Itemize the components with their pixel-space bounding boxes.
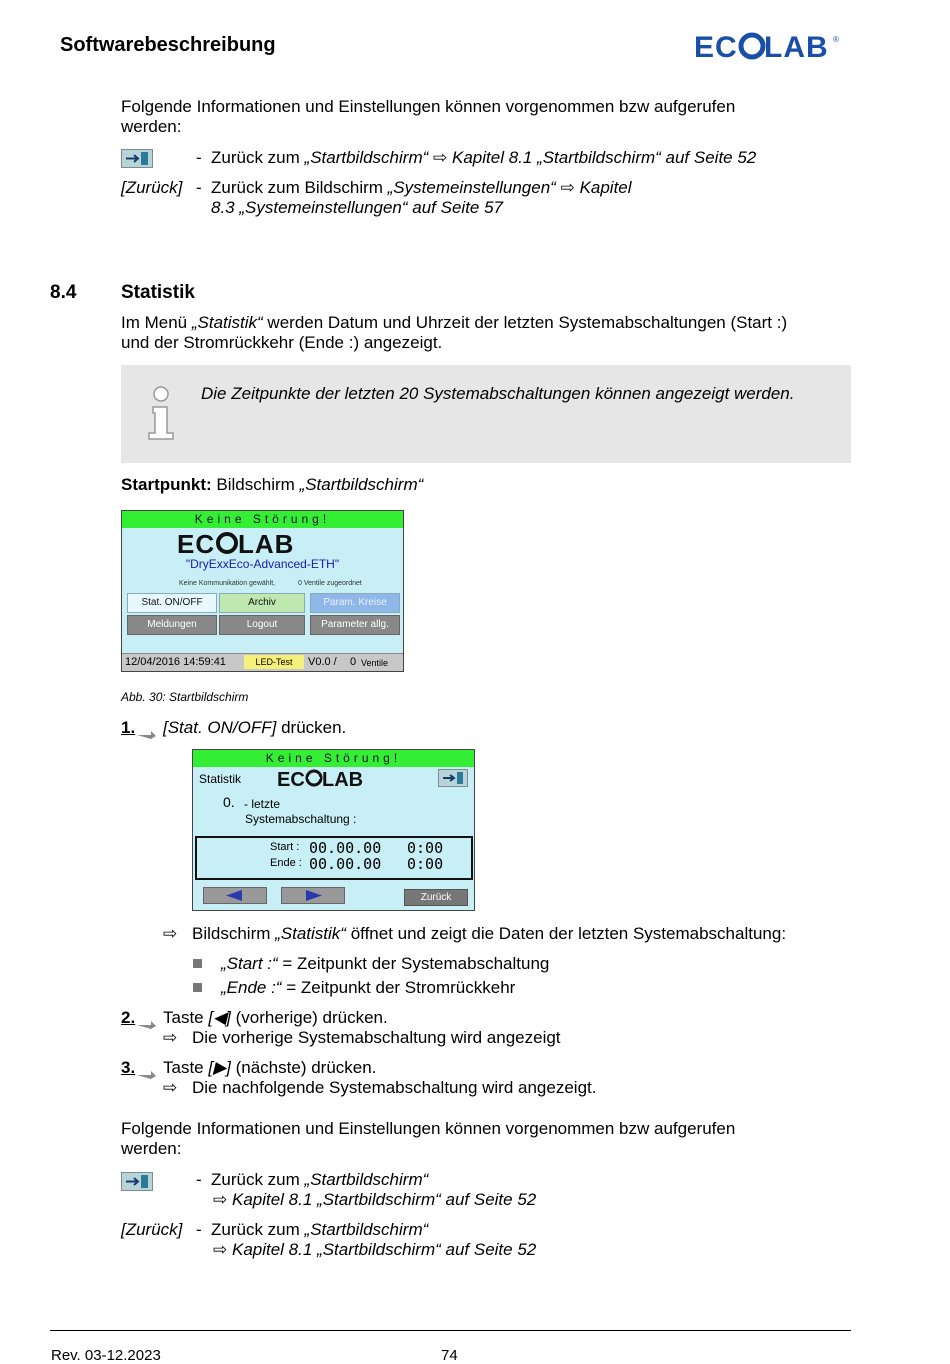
device-name: "DryExxEco-Advanced-ETH" bbox=[185, 557, 340, 571]
back-button[interactable]: Zurück bbox=[404, 889, 468, 906]
next-button[interactable] bbox=[281, 887, 345, 904]
footer-revision: Rev. 03-12.2023 bbox=[51, 1347, 161, 1364]
startbildschirm-screenshot bbox=[121, 510, 404, 672]
step-2-key: [◀] bbox=[208, 1008, 231, 1027]
svg-text:LAB: LAB bbox=[764, 31, 829, 62]
figure-caption: Abb. 30: Startbildschirm bbox=[121, 690, 249, 704]
intro-row1-link[interactable]: Kapitel 8.1 „Startbildschirm“ auf Seite 52 bbox=[452, 148, 757, 167]
exit-button[interactable] bbox=[438, 769, 468, 787]
bullet-end-key: „Ende :“ bbox=[221, 978, 282, 997]
para-text-c: werden Datum und Uhrzeit der letzten Systemabschaltungen (Start :) bbox=[262, 313, 788, 332]
screen-title: Statistik bbox=[199, 772, 242, 786]
parameter-allg-button[interactable]: Parameter allg. bbox=[310, 615, 400, 635]
intro-line-2: werden: bbox=[121, 117, 182, 136]
intro-line-1: Folgende Informationen und Einstellungen können vorgenommen bzw aufgerufen bbox=[121, 97, 736, 116]
intro-row2-link-a[interactable]: Kapitel bbox=[579, 178, 632, 197]
section-title: Statistik bbox=[121, 282, 195, 303]
svg-text:®: ® bbox=[833, 35, 839, 44]
outro-row2-text: Zurück zum bbox=[211, 1220, 305, 1239]
valve-info bbox=[298, 580, 362, 587]
result1-b: „Statistik“ bbox=[275, 924, 346, 943]
intro-row1 bbox=[211, 148, 756, 168]
step-2-result: Die vorherige Systemabschaltung wird angezeigt bbox=[192, 1028, 561, 1047]
footer-page-number: 74 bbox=[441, 1347, 458, 1364]
reference-arrow-icon: ⇨ bbox=[560, 178, 575, 197]
result1-text bbox=[192, 924, 786, 944]
reference-arrow-icon: ⇨ bbox=[433, 148, 448, 167]
end-time: 0:00 bbox=[407, 855, 444, 873]
step-2-a: Taste bbox=[163, 1008, 209, 1027]
step-3-c: (nächste) drücken. bbox=[230, 1058, 377, 1077]
result1-c: öffnet und zeigt die Daten der letzten Systemabschaltung: bbox=[345, 924, 787, 943]
bullet-end-text: = Zeitpunkt der Stromrückkehr bbox=[281, 978, 516, 997]
outro-row2-target: „Startbildschirm“ bbox=[304, 1220, 429, 1239]
result-arrow-icon: ⇨ bbox=[163, 924, 178, 943]
outro-row2-dash: - bbox=[196, 1220, 202, 1239]
step-1-text bbox=[163, 718, 346, 738]
status-footer bbox=[122, 653, 403, 672]
stat-onoff-button[interactable]: Stat. ON/OFF bbox=[127, 593, 217, 613]
end-label: Ende : bbox=[270, 857, 302, 869]
outro-row1-target: „Startbildschirm“ bbox=[304, 1170, 429, 1189]
param-kreise-button[interactable]: Param. Kreise bbox=[310, 593, 400, 613]
intro-row2 bbox=[211, 178, 632, 198]
exit-button-icon bbox=[121, 149, 153, 168]
valve-count: 0 bbox=[298, 580, 302, 587]
bullet-start-text: = Zeitpunkt der Systemabschaltung bbox=[277, 954, 550, 973]
outro-row2-link[interactable]: Kapitel 8.1 „Startbildschirm“ auf Seite 52 bbox=[231, 1240, 537, 1259]
svg-text:LAB: LAB bbox=[238, 530, 295, 556]
step-2-c: (vorherige) drücken. bbox=[230, 1008, 388, 1027]
statistik-screenshot bbox=[192, 749, 475, 911]
step-3-number: 3. bbox=[121, 1058, 136, 1077]
comm-info: Keine Kommunikation gewählt, bbox=[179, 580, 276, 587]
info-note-box bbox=[121, 365, 851, 463]
bullet-end bbox=[221, 978, 515, 998]
outro-row1-text: Zurück zum bbox=[211, 1170, 305, 1189]
document-header-title: Softwarebeschreibung bbox=[60, 34, 276, 56]
step-arrow-icon bbox=[137, 726, 157, 744]
svg-text:EC: EC bbox=[277, 769, 305, 788]
ecolab-logo bbox=[694, 30, 844, 67]
section-para-line2: und der Stromrückkehr (Ende :) angezeigt. bbox=[121, 333, 443, 352]
intro-row2-key: [Zurück] bbox=[121, 178, 183, 197]
footer-divider bbox=[50, 1330, 851, 1331]
outro-row2-key: [Zurück] bbox=[121, 1220, 183, 1239]
end-date: 00.00.00 bbox=[309, 855, 382, 873]
step-arrow-icon bbox=[137, 1016, 157, 1034]
start-label: Start : bbox=[270, 841, 300, 853]
svg-text:EC: EC bbox=[694, 31, 738, 62]
startpoint-line bbox=[121, 475, 423, 495]
bullet-icon bbox=[193, 959, 202, 968]
para-text-a: Im Menü bbox=[121, 313, 192, 332]
info-note-text: Die Zeitpunkte der letzten 20 Systemabschaltungen können angezeigt werden. bbox=[201, 384, 795, 403]
step-2-text bbox=[163, 1008, 388, 1028]
desc-line-2: Systemabschaltung : bbox=[245, 812, 357, 826]
valve-text: Ventile zugeordnet bbox=[303, 580, 362, 587]
step-3-result: Die nachfolgende Systemabschaltung wird angezeigt. bbox=[192, 1078, 597, 1097]
logout-button[interactable]: Logout bbox=[219, 615, 305, 635]
datetime: 12/04/2016 14:59:41 bbox=[125, 656, 226, 668]
ventile-count: 0 bbox=[350, 656, 357, 668]
outro-line-2: werden: bbox=[121, 1139, 182, 1158]
intro-row2-dash: - bbox=[196, 178, 202, 197]
step-3-a: Taste bbox=[163, 1058, 209, 1077]
startpoint-target: „Startbildschirm“ bbox=[299, 475, 424, 494]
shutdown-data-box bbox=[195, 836, 473, 880]
shutdown-index: 0. bbox=[223, 794, 235, 810]
start-time: 0:00 bbox=[407, 839, 444, 857]
step-3-key: [▶] bbox=[208, 1058, 231, 1077]
intro-row1-dash: - bbox=[196, 148, 202, 167]
intro-row2-target: „Systemeinstellungen“ bbox=[387, 178, 556, 197]
bullet-start-key: „Start :“ bbox=[221, 954, 278, 973]
intro-row1-text: Zurück zum bbox=[211, 148, 305, 167]
ventile-label: Ventile bbox=[361, 658, 389, 668]
info-icon bbox=[145, 385, 179, 446]
led-test-button[interactable]: LED-Test bbox=[244, 655, 304, 669]
intro-row2-text: Zurück zum Bildschirm bbox=[211, 178, 388, 197]
result-arrow-icon: ⇨ bbox=[163, 1078, 178, 1097]
svg-text:LAB: LAB bbox=[322, 769, 364, 788]
reference-arrow-icon: ⇨ bbox=[213, 1240, 228, 1259]
outro-row1-ref bbox=[213, 1190, 536, 1210]
step-1-action: drücken. bbox=[276, 718, 347, 737]
screen-ecolab-logo bbox=[277, 768, 389, 793]
section-para-line1 bbox=[121, 313, 787, 333]
outro-row1 bbox=[211, 1170, 428, 1190]
step-2-number: 2. bbox=[121, 1008, 136, 1027]
svg-text:EC: EC bbox=[177, 530, 216, 556]
status-bar: Keine Störung! bbox=[193, 750, 474, 767]
outro-row2-ref bbox=[213, 1240, 536, 1260]
version: V0.0 / bbox=[308, 656, 337, 668]
startpoint-text: Bildschirm bbox=[211, 475, 300, 494]
step-1-key: [Stat. ON/OFF] bbox=[163, 718, 277, 737]
reference-arrow-icon: ⇨ bbox=[213, 1190, 228, 1209]
para-text-b: „Statistik“ bbox=[191, 313, 263, 332]
previous-button[interactable] bbox=[203, 887, 267, 904]
meldungen-button[interactable]: Meldungen bbox=[127, 615, 217, 635]
startpoint-label: Startpunkt: bbox=[121, 475, 212, 494]
outro-row1-dash: - bbox=[196, 1170, 202, 1189]
exit-button-icon bbox=[121, 1172, 153, 1191]
section-number: 8.4 bbox=[50, 282, 77, 303]
outro-line-1: Folgende Informationen und Einstellungen können vorgenommen bzw aufgerufen bbox=[121, 1119, 736, 1138]
step-arrow-icon bbox=[137, 1066, 157, 1084]
bullet-start bbox=[221, 954, 549, 974]
result1-a: Bildschirm bbox=[192, 924, 276, 943]
status-bar: Keine Störung! bbox=[122, 511, 403, 528]
start-date: 00.00.00 bbox=[309, 839, 382, 857]
outro-row1-link[interactable]: Kapitel 8.1 „Startbildschirm“ auf Seite 52 bbox=[231, 1190, 537, 1209]
desc-line-1: - letzte bbox=[244, 797, 281, 811]
step-3-text bbox=[163, 1058, 376, 1078]
archiv-button[interactable]: Archiv bbox=[219, 593, 305, 613]
bullet-icon bbox=[193, 983, 202, 992]
outro-row2 bbox=[211, 1220, 428, 1240]
step-1-number: 1. bbox=[121, 718, 136, 737]
intro-row2-link-b[interactable]: 8.3 „Systemeinstellungen“ auf Seite 57 bbox=[211, 198, 504, 217]
intro-row1-target: „Startbildschirm“ bbox=[304, 148, 429, 167]
result-arrow-icon: ⇨ bbox=[163, 1028, 178, 1047]
